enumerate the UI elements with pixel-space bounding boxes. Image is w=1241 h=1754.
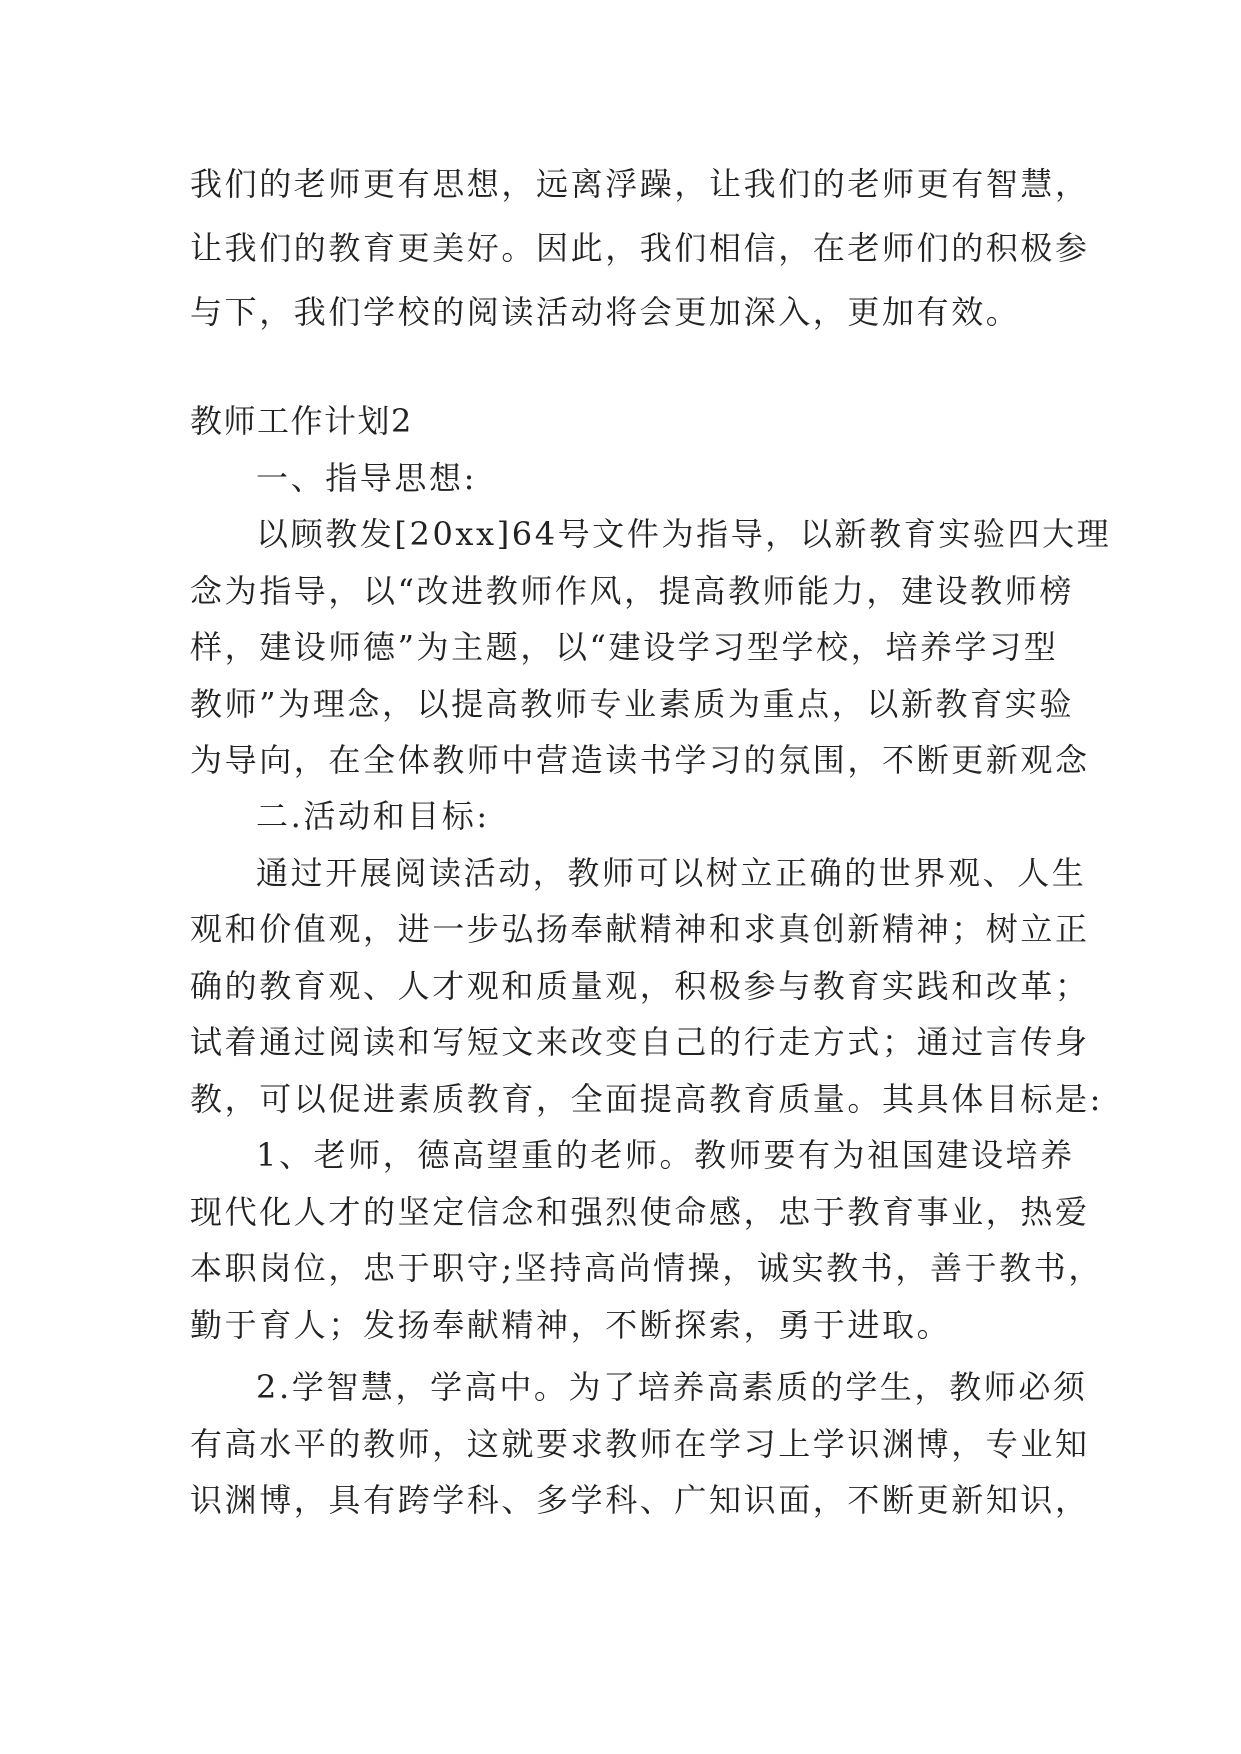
intro-line-3: 与下，我们学校的阅读活动将会更加深入，更加有效。	[190, 293, 1021, 331]
intro-line-1: 我们的老师更有思想，远离浮躁，让我们的老师更有智慧，	[190, 165, 1090, 203]
para-1-line-3: 样，建设师德”为主题，以“建设学习型学校，培养学习型	[190, 628, 1059, 666]
para-1-line-5: 为导向，在全体教师中营造读书学习的氛围，不断更新观念	[190, 741, 1090, 779]
intro-line-2: 让我们的教育更美好。因此，我们相信，在老师们的积极参	[190, 229, 1090, 267]
item-1-line-1: 1、老师，德高望重的老师。教师要有为祖国建设培养	[256, 1136, 1075, 1174]
section-title: 教师工作计划2	[190, 402, 413, 440]
para-2-line-5: 教，可以促进素质教育，全面提高教育质量。其具体目标是:	[190, 1080, 1103, 1118]
para-2-line-1: 通过开展阅读活动，教师可以树立正确的世界观、人生	[256, 854, 1087, 892]
para-1-line-4: 教师”为理念，以提高教师专业素质为重点，以新教育实验	[190, 685, 1074, 723]
item-1-line-2: 现代化人才的坚定信念和强烈使命感，忠于教育事业，热爱	[190, 1193, 1090, 1231]
item-2-line-1: 2.学智慧，学高中。为了培养高素质的学生，教师必须	[256, 1368, 1088, 1406]
para-2-line-3: 确的教育观、人才观和质量观，积极参与教育实践和改革；	[190, 967, 1090, 1005]
para-2-line-4: 试着通过阅读和写短文来改变自己的行走方式；通过言传身	[190, 1023, 1090, 1061]
heading-guiding-thought: 一、指导思想:	[256, 459, 477, 497]
item-2-line-2: 有高水平的教师，这就要求教师在学习上学识渊博，专业知	[190, 1425, 1090, 1463]
para-1-line-2: 念为指导，以“改进教师作风，提高教师能力，建设教师榜	[190, 572, 1074, 610]
item-1-line-3: 本职岗位，忠于职守;坚持高尚情操，诚实教书，善于教书，	[190, 1249, 1103, 1287]
item-2-line-3: 识渊博，具有跨学科、多学科、广知识面，不断更新知识，	[190, 1481, 1090, 1519]
item-1-line-4: 勤于育人；发扬奉献精神，不断探索，勇于进取。	[190, 1306, 952, 1344]
para-2-line-2: 观和价值观，进一步弘扬奉献精神和求真创新精神；树立正	[190, 910, 1090, 948]
heading-activities-goals: 二.活动和目标:	[256, 797, 490, 835]
para-1-line-1: 以顾教发[20xx]64号文件为指导，以新教育实验四大理	[256, 515, 1112, 553]
